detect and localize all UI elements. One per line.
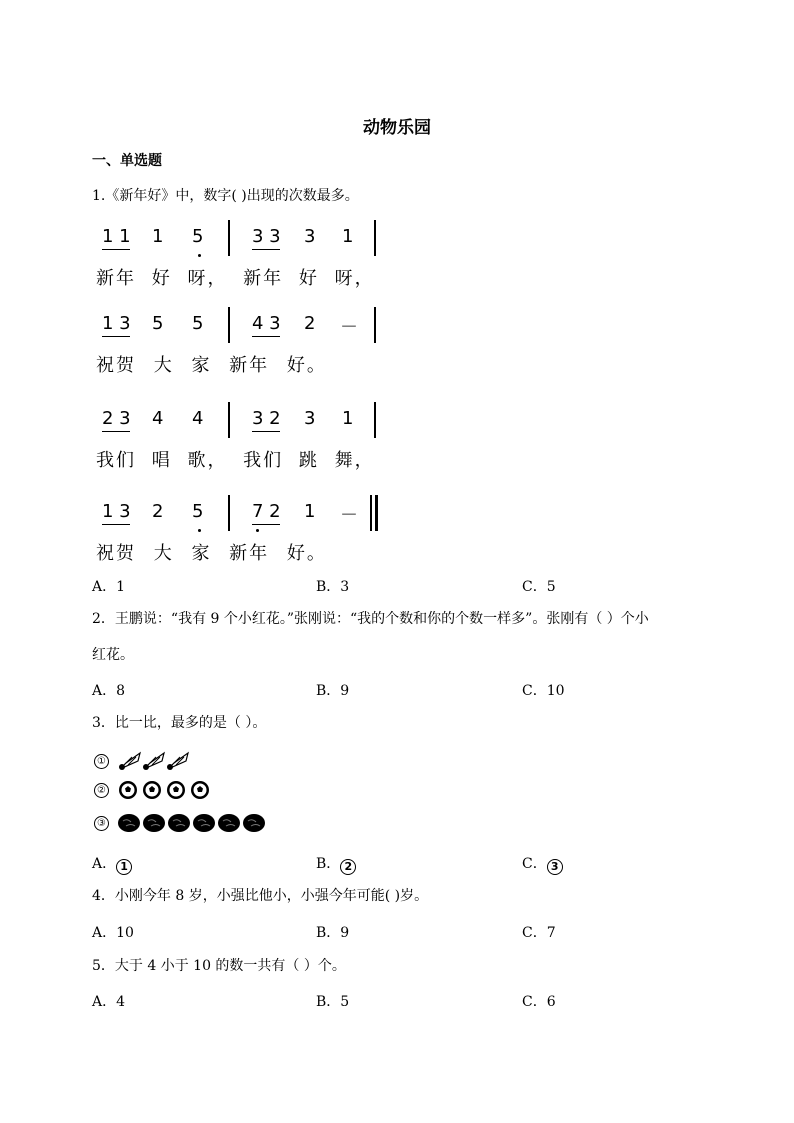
note-group: 7 2: [252, 501, 281, 522]
question-5-stem: 5．大于 4 小于 10 的数一共有（ ）个。: [92, 958, 346, 974]
note: 5: [192, 501, 204, 522]
note: 5: [192, 226, 204, 247]
q1-option-c[interactable]: C．5: [522, 579, 556, 595]
note-group: 3 3: [252, 226, 281, 247]
note: 4: [192, 408, 204, 429]
circled-number: 2: [340, 859, 356, 875]
note-group: 2 3: [102, 408, 131, 429]
score-line-4: [96, 501, 396, 571]
q5-option-c[interactable]: C．6: [522, 994, 556, 1010]
note: 1: [304, 501, 316, 522]
bar-line: [228, 402, 230, 438]
underline: [102, 524, 130, 525]
bar-line: [374, 220, 376, 256]
q3-row-3: [94, 813, 268, 833]
note: 3: [304, 226, 316, 247]
bar-line: [228, 220, 230, 256]
low-octave-dot: [198, 254, 201, 257]
soccer-ball-icon: [119, 781, 137, 799]
note: 5: [152, 313, 164, 334]
underline: [252, 336, 280, 337]
note: 1: [152, 226, 164, 247]
bar-line: [374, 307, 376, 343]
shuttlecock-group: [118, 751, 190, 771]
q2-option-b[interactable]: B．9: [316, 683, 350, 699]
score-line-3: [96, 408, 396, 478]
q3-row-2: [94, 780, 214, 800]
lyrics-line-2: 祝贺 大 家 新年 好。: [96, 355, 327, 376]
cookie-icon: [118, 814, 140, 832]
shuttlecock-icon: [119, 753, 140, 770]
cookie-icon: [168, 814, 190, 832]
lyrics-line-4: 祝贺 大 家 新年 好。: [96, 543, 327, 564]
question-1-stem: 1.《新年好》中，数字( )出现的次数最多。: [92, 188, 359, 204]
low-octave-dot: [256, 529, 259, 532]
q1-option-b[interactable]: B．3: [316, 579, 350, 595]
bar-line: [228, 495, 230, 531]
option-prefix: A．: [92, 856, 117, 872]
underline: [102, 431, 130, 432]
note: 2: [304, 313, 316, 334]
underline: [252, 431, 280, 432]
option-prefix: B．: [316, 856, 341, 872]
low-octave-dot: [198, 529, 201, 532]
circled-number: 1: [116, 859, 132, 875]
q3-row-1: [94, 751, 190, 771]
cookie-icon: [143, 814, 165, 832]
note: 4: [152, 408, 164, 429]
option-prefix: C．: [522, 856, 547, 872]
shuttlecock-icon: [167, 753, 188, 770]
row-label: ①: [94, 754, 109, 769]
final-bar-line-thick: [375, 495, 378, 531]
q2-option-a[interactable]: A．8: [92, 683, 126, 699]
q3-option-c[interactable]: [522, 853, 563, 875]
dash: －: [340, 505, 358, 526]
note: 1: [342, 226, 354, 247]
soccer-ball-icon: [191, 781, 209, 799]
lyrics-line-3: 我们 唱 歌， 我们 跳 舞，: [96, 450, 375, 471]
note: 1: [342, 408, 354, 429]
soccer-ball-group: [118, 780, 214, 800]
score-line-1: [96, 226, 396, 296]
note-group: 3 2: [252, 408, 281, 429]
lyrics-line-1: 新年 好 呀， 新年 好 呀，: [96, 268, 375, 289]
q4-option-c[interactable]: C．7: [522, 925, 556, 941]
row-label: ③: [94, 816, 109, 831]
soccer-ball-icon: [167, 781, 185, 799]
bar-line: [228, 307, 230, 343]
q3-option-b[interactable]: [316, 853, 356, 875]
circled-number: 3: [547, 859, 563, 875]
note: 2: [152, 501, 164, 522]
cookie-icon: [193, 814, 215, 832]
note: 3: [304, 408, 316, 429]
cookie-group: [118, 813, 268, 833]
q1-option-a[interactable]: A．1: [92, 579, 126, 595]
question-2-stem-line-1: 2．王鹏说：“我有 9 个小红花。”张刚说：“我的个数和你的个数一样多”。张刚有（ ）个小: [92, 611, 649, 627]
question-4-stem: 4．小刚今年 8 岁，小强比他小，小强今年可能( )岁。: [92, 888, 429, 904]
q5-option-b[interactable]: B．5: [316, 994, 350, 1010]
question-2-stem-line-2: 红花。: [92, 647, 134, 663]
shuttlecock-icon: [143, 753, 164, 770]
note-group: 1 3: [102, 313, 131, 334]
row-label: ②: [94, 783, 109, 798]
cookie-icon: [218, 814, 240, 832]
section-heading: 一、单选题: [92, 153, 162, 169]
q2-option-c[interactable]: C．10: [522, 683, 565, 699]
underline: [102, 249, 130, 250]
dash: －: [340, 317, 358, 338]
q3-option-a[interactable]: [92, 853, 132, 875]
underline: [102, 336, 130, 337]
bar-line: [374, 402, 376, 438]
note-group: 1 1: [102, 226, 131, 247]
final-bar-line-thin: [370, 495, 372, 531]
page-title: 动物乐园: [363, 118, 431, 138]
q4-option-a[interactable]: A．10: [92, 925, 134, 941]
note-group: 1 3: [102, 501, 131, 522]
underline: [252, 524, 280, 525]
score-line-2: [96, 313, 396, 383]
q4-option-b[interactable]: B．9: [316, 925, 350, 941]
note: 5: [192, 313, 204, 334]
question-3-stem: 3．比一比，最多的是（ ）。: [92, 715, 267, 731]
underline: [252, 249, 280, 250]
cookie-icon: [243, 814, 265, 832]
q5-option-a[interactable]: A．4: [92, 994, 126, 1010]
soccer-ball-icon: [143, 781, 161, 799]
note-group: 4 3: [252, 313, 281, 334]
